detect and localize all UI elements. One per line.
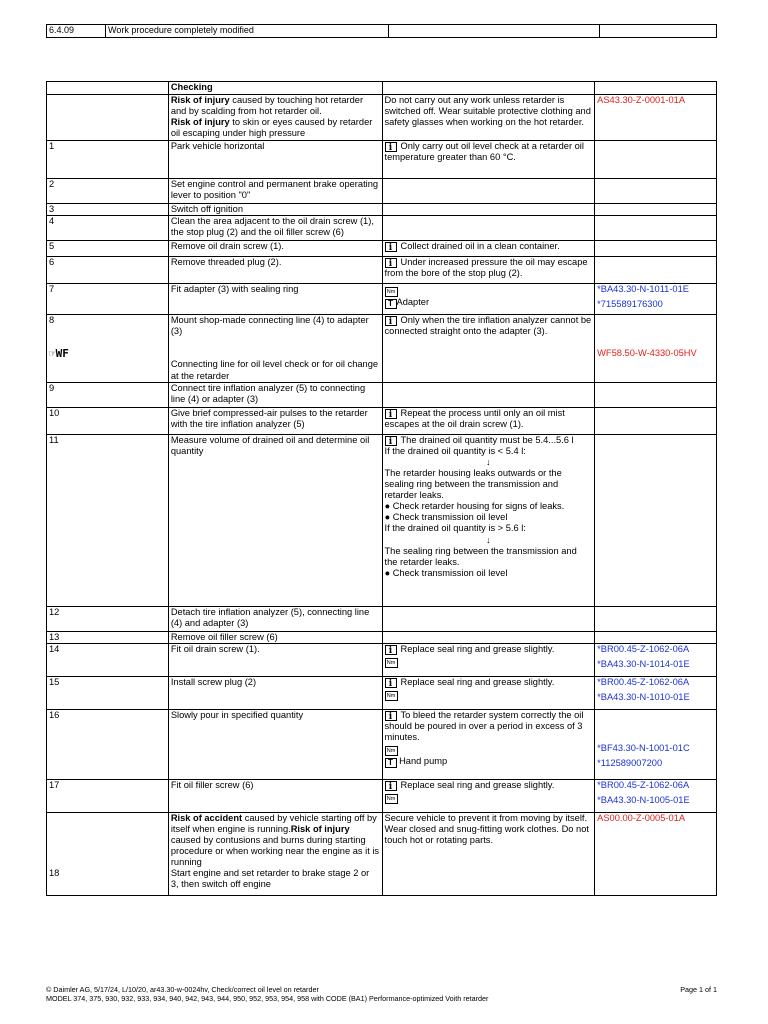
warning-text: Risk of injury caused by touching hot retarder and by scalding from hot retarder oil. Risk of injury to skin or eyes caused by retarder oil escaping under high pressure [168, 95, 382, 141]
step-note: i Only when the tire inflation analyzer cannot be connected straight onto the adapter (3). [382, 315, 595, 383]
table-row [47, 315, 717, 383]
torque-icon: Nm [385, 691, 398, 701]
revision-empty-2 [600, 25, 717, 38]
step-note: i Replace seal ring and grease slightly. Nm [382, 643, 595, 676]
warning-measure: Do not carry out any work unless retarder is switched off. Wear suitable protective clothing and safety glasses when working on the hot retarder. [382, 95, 595, 141]
step-refs [595, 779, 717, 812]
step-text: Clean the area adjacent to the oil drain screw (1), the stop plug (2) and the oil filler screw (6) [168, 216, 382, 241]
step-number: 13 [47, 631, 169, 643]
step-refs [595, 643, 717, 676]
step-number: 3 [47, 204, 169, 216]
table-row [47, 204, 717, 216]
table-row [47, 382, 717, 407]
table-row [47, 676, 717, 709]
info-icon: i [385, 711, 397, 721]
info-icon: i [385, 409, 397, 419]
torque-icon: Nm [385, 794, 398, 804]
down-arrow-icon: ↓ [486, 534, 491, 545]
wf-hand-icon: ☞WF [49, 347, 69, 361]
torque-icon: Nm [385, 287, 398, 297]
step-number: 9 [47, 382, 169, 407]
table-row [47, 141, 717, 179]
step-text: Fit oil drain screw (1). [168, 643, 382, 676]
step-number: 11 [47, 434, 169, 606]
torque-ref-link[interactable]: *BA43.30-N-1011-01E [597, 284, 689, 295]
step-number: 7 [47, 284, 169, 315]
warning-ref-link[interactable]: AS43.30-Z-0001-01A [595, 95, 717, 141]
info-icon: i [385, 436, 397, 446]
step-note: i Replace seal ring and grease slightly. Nm [382, 779, 595, 812]
step-number: 8 ☞WF [47, 315, 169, 383]
step-text: Fit oil filler screw (6) [168, 779, 382, 812]
warning-row [47, 812, 717, 895]
seal-ref-link[interactable]: *BR00.45-Z-1062-06A [597, 676, 690, 687]
seal-ref-link[interactable]: *BR00.45-Z-1062-06A [597, 643, 690, 654]
table-row [47, 284, 717, 315]
table-row [47, 606, 717, 631]
step-text: Switch off ignition [168, 204, 382, 216]
table-row [47, 216, 717, 241]
table-header-row [47, 82, 717, 95]
step-number: 16 [47, 709, 169, 779]
warning-text: Risk of accident caused by vehicle starting off by itself when engine is running.Risk of injury caused by contusions and burns during starting procedure or when working near the engine as it is running Start engine and set retarder to brake stage 2 or 3, then switch off engine [168, 812, 382, 895]
info-icon: i [385, 142, 397, 152]
footer-copyright: © Daimler AG, 5/17/24, L/10/20, ar43.30-w-0024hv, Check/correct oil level on retarder [46, 985, 319, 994]
step-refs [595, 284, 717, 315]
spec-ref-link[interactable]: *BF43.30-N-1001-01C [597, 743, 690, 754]
procedure-table [46, 81, 717, 896]
step-number: 18 [47, 812, 169, 895]
table-row [47, 257, 717, 284]
step-note: i Under increased pressure the oil may escape from the bore of the stop plug (2). [382, 257, 595, 284]
tool-ref-link[interactable]: *112589007200 [597, 758, 663, 769]
special-tool-icon: T [385, 758, 397, 768]
table-row [47, 179, 717, 204]
step-number: 10 [47, 407, 169, 434]
table-row [47, 709, 717, 779]
page-number: Page 1 of 1 [680, 985, 717, 994]
step-text: Remove oil filler screw (6) [168, 631, 382, 643]
step-text: Measure volume of drained oil and determine oil quantity [168, 434, 382, 606]
step-number: 14 [47, 643, 169, 676]
step-number: 17 [47, 779, 169, 812]
page-footer [46, 985, 717, 1003]
step-text: Install screw plug (2) [168, 676, 382, 709]
step-note: i Only carry out oil level check at a retarder oil temperature greater than 60 °C. [382, 141, 595, 179]
step-note: i Collect drained oil in a clean container. [382, 241, 595, 257]
step-note: i The drained oil quantity must be 5.4...5.6 l If the drained oil quantity is < 5.4 l: ↓ The retarder housing leaks outwards or the sealing ring between the transmission and retarder leaks. ● Check retarder housing for signs of leaks. ● Check transmission oil level If the drained oil quantity is > 5.6 l: ↓ The sealing ring between the transmission and the retarder leaks. ● Check transmission oil level [382, 434, 595, 606]
seal-ref-link[interactable]: *BR00.45-Z-1062-06A [597, 779, 690, 790]
step-text: Connect tire inflation analyzer (5) to connecting line (4) or adapter (3) [168, 382, 382, 407]
step-number: 6 [47, 257, 169, 284]
step-tools [382, 284, 595, 315]
wf-ref-link[interactable]: WF58.50-W-4330-05HV [597, 348, 697, 359]
step-text: Give brief compressed-air pulses to the retarder with the tire inflation analyzer (5) [168, 407, 382, 434]
step-text: Slowly pour in specified quantity [168, 709, 382, 779]
table-row [47, 407, 717, 434]
table-row [47, 631, 717, 643]
step-note: i Repeat the process until only an oil mist escapes at the oil drain screw (1). [382, 407, 595, 434]
info-icon: i [385, 678, 397, 688]
info-icon: i [385, 316, 397, 326]
step-text: Set engine control and permanent brake operating lever to position "0" [168, 179, 382, 204]
step-number: 5 [47, 241, 169, 257]
info-icon: i [385, 645, 397, 655]
step-text: Park vehicle horizontal [168, 141, 382, 179]
section-title: Checking [168, 82, 382, 95]
revision-text: Work procedure completely modified [106, 25, 389, 38]
revision-table [46, 24, 717, 38]
table-row [47, 241, 717, 257]
step-refs [595, 676, 717, 709]
step-refs [595, 315, 717, 383]
step-note: i Replace seal ring and grease slightly. Nm [382, 676, 595, 709]
torque-ref-link[interactable]: *BA43.30-N-1010-01E [597, 691, 690, 702]
warning-measure: Secure vehicle to prevent it from moving by itself. Wear closed and snug-fitting work clothes. Do not touch hot or rotating parts. [382, 812, 595, 895]
info-icon: i [385, 242, 397, 252]
torque-icon: Nm [385, 746, 398, 756]
special-tool-icon: T [385, 299, 397, 309]
tool-ref-link[interactable]: *715589176300 [597, 299, 663, 310]
step-number: 1 [47, 141, 169, 179]
step-text: Mount shop-made connecting line (4) to adapter (3) Connecting line for oil level check or for oil change at the retarder [168, 315, 382, 383]
table-row [47, 643, 717, 676]
info-icon: i [385, 781, 397, 791]
step-number: 4 [47, 216, 169, 241]
tool-label: Adapter [396, 297, 430, 308]
torque-icon: Nm [385, 658, 398, 668]
warning-row [47, 95, 717, 141]
step-number: 2 [47, 179, 169, 204]
step-text: Fit adapter (3) with sealing ring [168, 284, 382, 315]
step-text: Start engine and set retarder to brake stage 2 or 3, then switch off engine [170, 868, 370, 890]
tool-label: Hand pump [399, 756, 448, 767]
table-row [47, 779, 717, 812]
table-row [47, 434, 717, 606]
step-text: Remove threaded plug (2). [168, 257, 382, 284]
revision-empty-1 [389, 25, 600, 38]
torque-ref-link[interactable]: *BA43.30-N-1014-01E [597, 658, 690, 669]
torque-ref-link[interactable]: *BA43.30-N-1005-01E [597, 794, 690, 805]
step-note: i To bleed the retarder system correctly the oil should be poured in over a period in excess of 3 minutes. Nm T Hand pump [382, 709, 595, 779]
step-text: Remove oil drain screw (1). [168, 241, 382, 257]
footer-models: MODEL 374, 375, 930, 932, 933, 934, 940, 942, 943, 944, 950, 952, 953, 954, 958 with CODE (BA1) Performance-optimized Voith retarder [46, 994, 489, 1003]
revision-code: 6.4.09 [47, 25, 106, 38]
down-arrow-icon: ↓ [486, 456, 491, 467]
step-refs [595, 709, 717, 779]
revision-row [47, 25, 717, 38]
info-icon: i [385, 258, 397, 268]
step-number: 15 [47, 676, 169, 709]
step-number: 12 [47, 606, 169, 631]
step-text: Detach tire inflation analyzer (5), connecting line (4) and adapter (3) [168, 606, 382, 631]
warning-ref-link[interactable]: AS00.00-Z-0005-01A [595, 812, 717, 895]
